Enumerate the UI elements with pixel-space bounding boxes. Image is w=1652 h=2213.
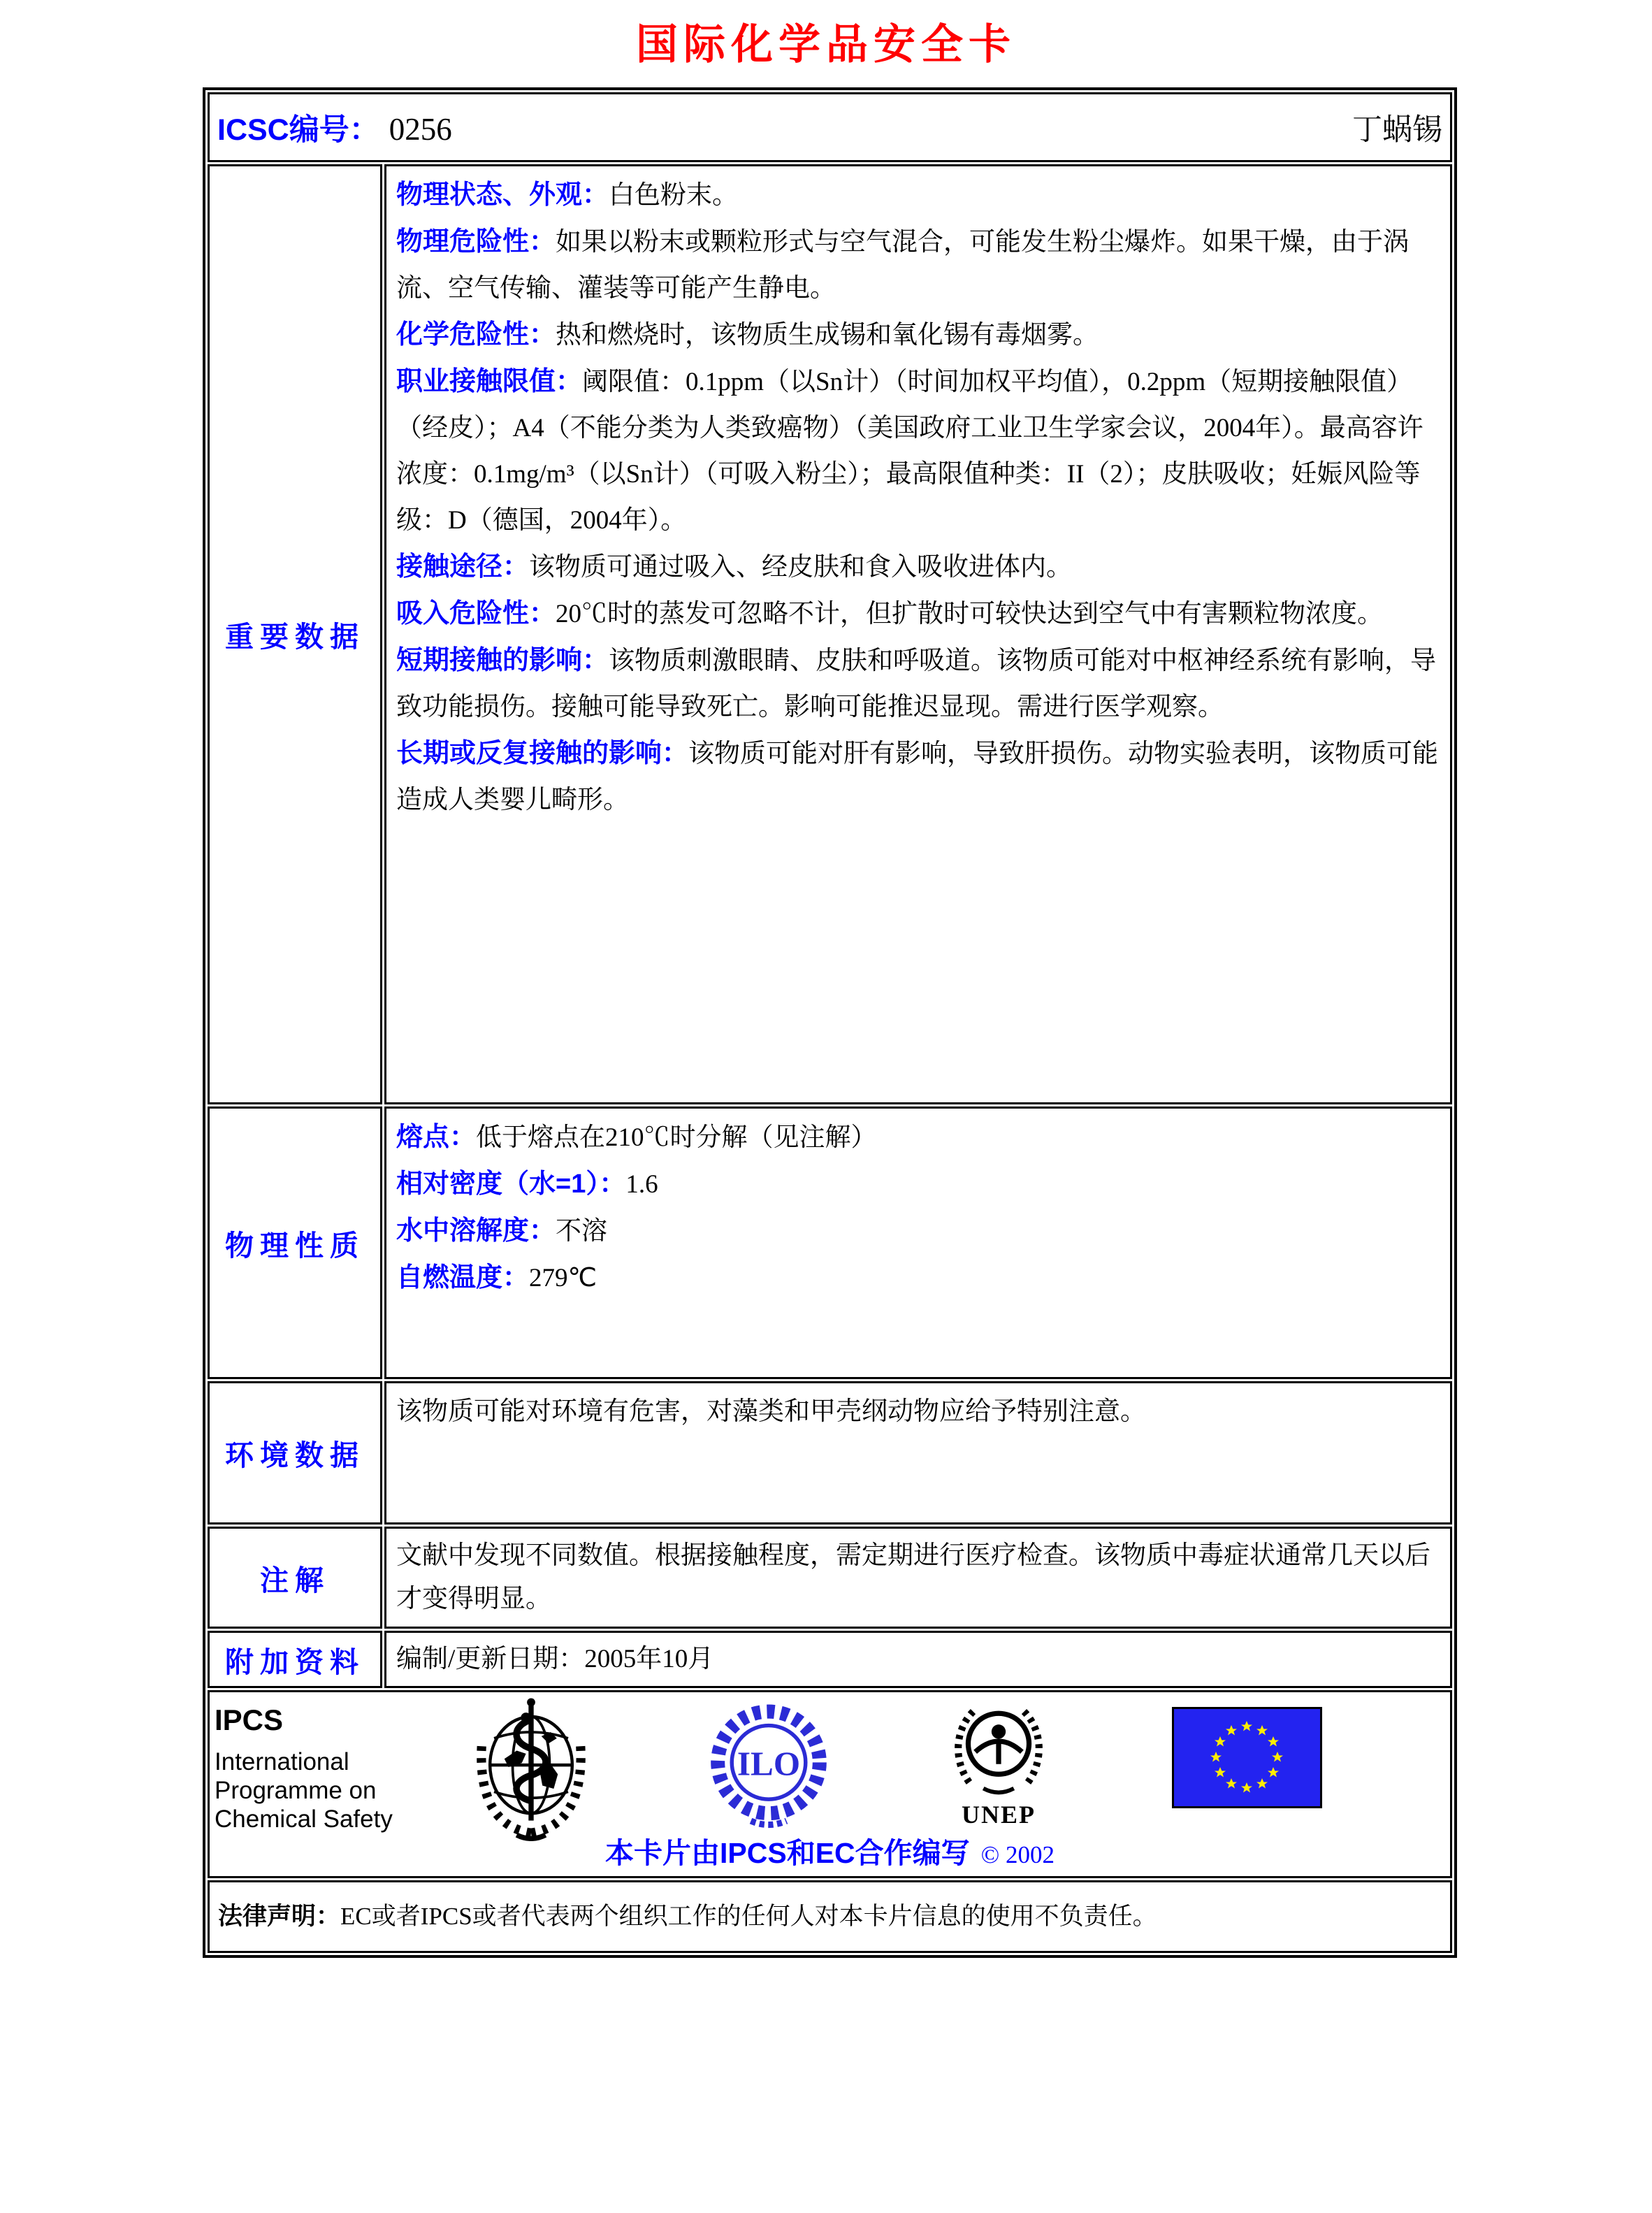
icsc-number-value: 0256 — [389, 111, 452, 147]
legal-notice-text: EC或者IPCS或者代表两个组织工作的任何人对本卡片信息的使用不负责任。 — [340, 1903, 1157, 1930]
icsc-number-label: ICSC编号： — [217, 113, 379, 147]
important-data-row — [208, 164, 1452, 1104]
row-label-important-data: 重要数据 — [208, 164, 382, 1104]
field-text: 白色粉末。 — [609, 181, 739, 210]
field-routes-of-exposure — [396, 544, 1440, 591]
physical-properties-content — [384, 1106, 1452, 1379]
row-label-notes: 注解 — [208, 1527, 382, 1629]
field-occupational-exposure-limits — [396, 359, 1440, 544]
ipcs-text-block — [215, 1697, 405, 1833]
field-text: 不溶 — [556, 1217, 608, 1246]
field-text: 1.6 — [625, 1170, 658, 1199]
field-label: 化学危险性： — [396, 320, 556, 349]
unep-logo-icon — [943, 1697, 1055, 1801]
ipcs-line: Programme on — [215, 1776, 377, 1804]
notes-text: 文献中发现不同数值。根据接触程度，需定期进行医疗检查。该物质中毒症状通常几天以后才变得明显。 — [396, 1541, 1430, 1613]
credit-line — [210, 1830, 1449, 1875]
environmental-data-row — [208, 1381, 1452, 1524]
field-autoignition-temperature — [396, 1255, 1440, 1302]
row-label-environmental-data: 环境数据 — [208, 1381, 382, 1524]
header-row — [208, 92, 1452, 162]
field-label: 物理危险性： — [396, 227, 556, 257]
notes-row — [208, 1527, 1452, 1629]
field-label: 吸入危险性： — [396, 599, 556, 628]
legal-notice-row — [208, 1880, 1452, 1953]
physical-properties-row — [208, 1106, 1452, 1379]
field-text: 279℃ — [529, 1264, 597, 1292]
field-text: 低于熔点在210℃时分解（见注解） — [476, 1123, 877, 1152]
field-physical-state-appearance — [396, 172, 1440, 219]
ilo-logo-icon — [705, 1701, 832, 1829]
field-text: 该物质可通过吸入、经皮肤和食入吸收进体内。 — [529, 553, 1073, 582]
important-data-content — [384, 164, 1452, 1104]
field-label: 职业接触限值： — [396, 367, 583, 396]
copyright-text: © 2002 — [980, 1841, 1055, 1868]
update-date-value: 2005年10月 — [584, 1645, 714, 1673]
field-text: 阈限值：0.1ppm（以Sn计）（时间加权平均值），0.2ppm（短期接触限值）（经皮）；A4（不能分类为人类致癌物）（美国政府工业卫生学家会议，2004年）。最高容许浓度：0.1mg/m³（以Sn计）（可吸入粉尘）；最高限值种类：II（2）；皮肤吸收；妊娠风险等级：D（德国，2004年）。 — [396, 368, 1423, 535]
ipcs-line: Chemical Safety — [215, 1805, 393, 1833]
field-label: 长期或反复接触的影响： — [396, 739, 689, 768]
logos-cell — [208, 1690, 1452, 1878]
field-label: 相对密度（水=1）： — [396, 1169, 626, 1199]
field-label: 熔点： — [396, 1123, 477, 1152]
field-short-term-effects — [396, 637, 1440, 730]
who-logo-icon — [469, 1697, 593, 1841]
field-text: 该物质可能对肝有影响，导致肝损伤。动物实验表明，该物质可能造成人类婴儿畸形。 — [396, 740, 1439, 814]
unep-logo-label: UNEP — [962, 1801, 1036, 1829]
field-label: 短期接触的影响： — [396, 646, 609, 675]
icsc-card-table — [203, 87, 1457, 1958]
field-update-date — [396, 1638, 1440, 1680]
field-inhalation-risk — [396, 591, 1440, 637]
ipcs-title: IPCS — [215, 1703, 284, 1736]
field-text: 该物质刺激眼睛、皮肤和呼吸道。该物质可能对中枢神经系统有影响，导致功能损伤。接触可能导致死亡。影响可能推迟显现。需进行医学观察。 — [396, 647, 1437, 721]
field-melting-point — [396, 1114, 1440, 1161]
unep-logo-block — [943, 1697, 1055, 1829]
field-label: 水中溶解度： — [396, 1216, 556, 1246]
notes-content — [384, 1527, 1452, 1629]
page-title: 国际化学品安全卡 — [636, 21, 1016, 68]
environmental-data-text: 该物质可能对环境有危害，对藻类和甲壳纲动物应给予特别注意。 — [396, 1397, 1146, 1426]
field-water-solubility — [396, 1208, 1440, 1255]
legal-notice-label: 法律声明： — [218, 1903, 341, 1930]
field-relative-density — [396, 1161, 1440, 1208]
ipcs-line: International — [215, 1747, 349, 1775]
field-text: 如果以粉末或颗粒形式与空气混合，可能发生粉尘爆炸。如果干燥，由于涡流、空气传输、灌装等可能产生静电。 — [396, 228, 1410, 303]
additional-info-content — [384, 1631, 1452, 1688]
logos-row — [208, 1690, 1452, 1878]
field-text: 20℃时的蒸发可忽略不计，但扩散时可较快达到空气中有害颗粒物浓度。 — [556, 600, 1384, 628]
field-text: 热和燃烧时，该物质生成锡和氧化锡有毒烟雾。 — [556, 321, 1099, 349]
field-long-term-effects — [396, 730, 1440, 823]
field-label: 自燃温度： — [396, 1263, 530, 1292]
field-label: 接触途径： — [396, 552, 530, 582]
icsc-number-group — [217, 106, 452, 149]
legal-notice-cell — [208, 1880, 1452, 1953]
update-date-label: 编制/更新日期： — [396, 1645, 585, 1673]
header-cell — [208, 92, 1452, 162]
ilo-logo-letters: ILO — [737, 1744, 801, 1783]
field-physical-dangers — [396, 219, 1440, 312]
row-label-physical-properties: 物理性质 — [208, 1106, 382, 1379]
additional-info-row — [208, 1631, 1452, 1688]
eu-flag-icon — [1172, 1707, 1322, 1808]
credit-text: 本卡片由IPCS和EC合作编写 — [605, 1837, 970, 1869]
row-label-additional-info: 附加资料 — [208, 1631, 382, 1688]
field-label: 物理状态、外观： — [396, 180, 609, 210]
environmental-data-content — [384, 1381, 1452, 1524]
field-chemical-dangers — [396, 312, 1440, 359]
chemical-name: 丁蜗锡 — [1352, 113, 1442, 147]
